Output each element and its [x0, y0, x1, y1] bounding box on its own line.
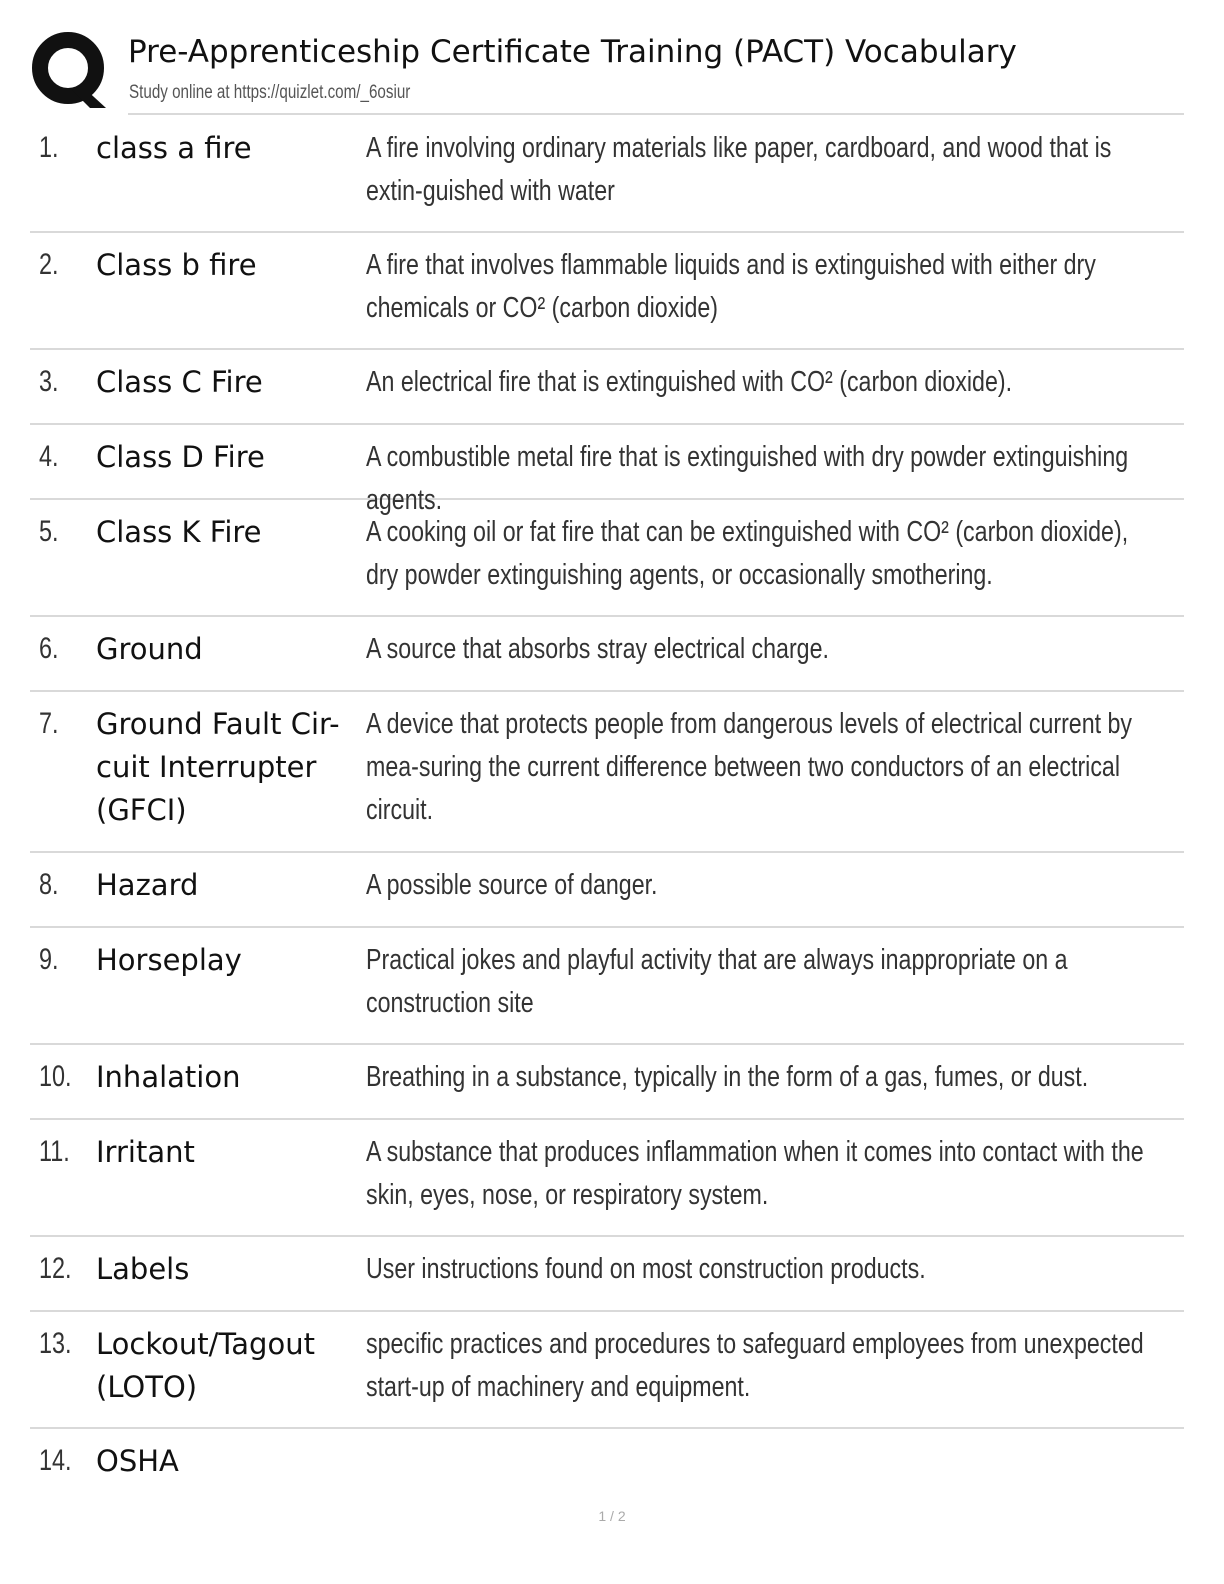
term-number: 11.	[39, 1135, 70, 1168]
term-definition: A fire that involves flammable liquids and is extinguished with either dry chemicals or CO² (carbon dioxide)	[366, 249, 1096, 324]
term-definition: A fire involving ordinary materials like paper, cardboard, and wood that is extin-guished with water	[366, 132, 1112, 207]
term-definition: Breathing in a substance, typically in the form of a gas, fumes, or dust.	[366, 1061, 1089, 1093]
term-row	[30, 617, 1184, 692]
term-row	[30, 350, 1184, 425]
term-title: Hazard	[96, 868, 199, 902]
term-title: Class C Fire	[96, 365, 263, 399]
quizlet-logo-icon	[30, 30, 110, 110]
term-title: Labels	[96, 1252, 190, 1286]
term-definition: A cooking oil or fat fire that can be extinguished with CO² (carbon dioxide), dry powder extinguishing agents, or occasionally smothering.	[366, 516, 1129, 591]
term-number: 4.	[39, 440, 59, 473]
term-title: Ground Fault Cir-cuit Interrupter (GFCI)	[96, 707, 340, 827]
term-definition: A possible source of danger.	[366, 869, 658, 901]
term-title: Ground	[96, 632, 203, 666]
term-number: 7.	[39, 707, 59, 740]
term-number: 2.	[39, 248, 59, 281]
term-definition: A device that protects people from dangerous levels of electrical current by mea-suring the current difference between two conductors of an electrical circuit.	[366, 708, 1133, 826]
term-title: Inhalation	[96, 1060, 241, 1094]
term-row	[30, 1429, 1184, 1499]
term-row	[30, 233, 1184, 350]
term-number: 14.	[39, 1444, 72, 1477]
document-header	[30, 28, 1184, 114]
term-definition: A combustible metal fire that is extinguished with dry powder extinguishing agents.	[366, 441, 1129, 516]
page-title: Pre-Apprenticeship Certificate Training (PACT) Vocabulary	[128, 34, 1017, 70]
term-title: Lockout/Tagout (LOTO)	[96, 1327, 315, 1404]
term-row	[30, 116, 1184, 233]
term-definition: An electrical fire that is extinguished with CO² (carbon dioxide).	[366, 366, 1013, 398]
term-definition: Practical jokes and playful activity that are always inappropriate on a construction site	[366, 944, 1068, 1019]
study-online-link[interactable]: Study online at https://quizlet.com/_6osiur	[129, 82, 411, 103]
term-number: 5.	[39, 515, 59, 548]
term-definition: A source that absorbs stray electrical charge.	[366, 633, 829, 665]
term-number: 6.	[39, 632, 59, 665]
term-row	[30, 425, 1184, 516]
term-number: 10.	[39, 1060, 72, 1093]
term-number: 1.	[39, 131, 59, 164]
term-definition: A substance that produces inflammation when it comes into contact with the skin, eyes, nose, or respiratory system.	[366, 1136, 1144, 1211]
term-number: 12.	[39, 1252, 72, 1285]
term-row	[30, 928, 1184, 1045]
page-number: 1 / 2	[598, 1508, 626, 1524]
term-row	[30, 1237, 1184, 1312]
term-row	[30, 692, 1184, 853]
term-row	[30, 500, 1184, 617]
term-title: Irritant	[96, 1135, 195, 1169]
term-title: class a fire	[96, 131, 252, 165]
term-title: Class b fire	[96, 248, 257, 282]
term-definition: specific practices and procedures to safeguard employees from unexpected start-up of machinery and equipment.	[366, 1328, 1144, 1403]
term-definition: User instructions found on most construction products.	[366, 1253, 926, 1285]
header-divider	[128, 113, 1184, 115]
term-row	[30, 1120, 1184, 1237]
term-number: 13.	[39, 1327, 72, 1360]
term-row	[30, 853, 1184, 928]
term-number: 8.	[39, 868, 59, 901]
term-title: Horseplay	[96, 943, 242, 977]
term-title: Class D Fire	[96, 440, 265, 474]
term-row	[30, 1312, 1184, 1429]
term-number: 9.	[39, 943, 59, 976]
term-list	[30, 116, 1184, 1499]
term-title: Class K Fire	[96, 515, 262, 549]
term-number: 3.	[39, 365, 59, 398]
term-row	[30, 1045, 1184, 1120]
term-title: OSHA	[96, 1444, 179, 1478]
